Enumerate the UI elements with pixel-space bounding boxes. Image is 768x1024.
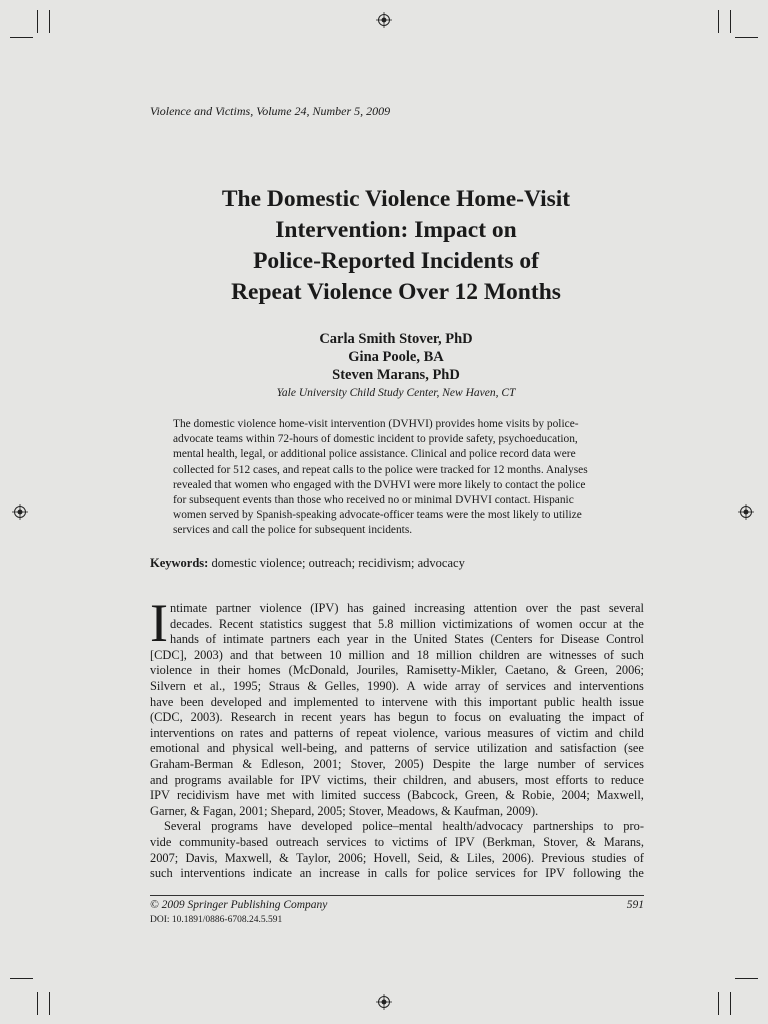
body-line bbox=[150, 679, 644, 695]
word: in bbox=[283, 710, 294, 725]
word: decades. bbox=[170, 616, 213, 631]
author-list bbox=[140, 330, 652, 384]
word: and bbox=[230, 647, 248, 662]
abstract-line: The domestic violence home-visit intervention (DVHVI) provides home visits by police- bbox=[173, 418, 579, 430]
word: and bbox=[268, 694, 287, 709]
body-line bbox=[150, 773, 644, 789]
word: and bbox=[453, 772, 472, 787]
word: to bbox=[603, 819, 614, 834]
word: 1990). bbox=[367, 678, 400, 693]
word: 5.8 bbox=[378, 616, 394, 631]
word: following bbox=[572, 866, 621, 881]
word: 2005) bbox=[394, 756, 424, 771]
word: of bbox=[416, 741, 428, 756]
word: satisfaction bbox=[560, 741, 617, 756]
word: and bbox=[269, 725, 288, 740]
word: efforts bbox=[555, 772, 588, 787]
word: at bbox=[613, 616, 623, 631]
word: that bbox=[255, 647, 274, 662]
word: hands bbox=[170, 632, 199, 647]
word: recent bbox=[301, 710, 332, 725]
abstract-line: women served by Spanish-speaking advocate-officer teams were the most likely to utilize bbox=[173, 509, 582, 522]
drop-cap: I bbox=[150, 593, 168, 653]
word: partners bbox=[270, 632, 311, 647]
crop-mark bbox=[10, 978, 33, 979]
word: Green, bbox=[464, 788, 499, 803]
keywords-label: Keywords: bbox=[150, 556, 209, 570]
word: over bbox=[525, 601, 548, 615]
word: physical bbox=[232, 741, 274, 756]
word: emotional bbox=[150, 741, 200, 756]
word: the bbox=[568, 710, 584, 725]
body-line bbox=[150, 601, 644, 617]
word: attention bbox=[473, 601, 518, 615]
word: children, bbox=[402, 772, 447, 787]
crop-mark bbox=[10, 37, 33, 38]
body-line bbox=[150, 741, 644, 757]
word: calls bbox=[384, 866, 408, 881]
word: the bbox=[628, 866, 644, 881]
word: and bbox=[150, 772, 168, 787]
word: number bbox=[537, 756, 576, 771]
body-line bbox=[150, 788, 644, 804]
word: year bbox=[346, 632, 369, 647]
word: of bbox=[339, 725, 350, 740]
word: States bbox=[454, 632, 484, 647]
word: occur bbox=[579, 616, 607, 631]
word: Gelles, bbox=[324, 678, 360, 693]
word: have bbox=[236, 788, 260, 803]
crop-mark bbox=[49, 992, 50, 1015]
word: IPV bbox=[545, 866, 566, 881]
word: partner bbox=[215, 601, 251, 615]
word: of bbox=[603, 647, 615, 662]
title-line: Police-Reported Incidents of bbox=[253, 248, 539, 274]
body-line bbox=[150, 835, 644, 851]
word: Research bbox=[230, 710, 276, 725]
word: ntimate bbox=[170, 601, 208, 615]
title-line: The Domestic Violence Home-Visit bbox=[221, 186, 571, 212]
word: [CDC], bbox=[150, 647, 187, 662]
word: for bbox=[539, 632, 554, 647]
word: homes bbox=[248, 663, 281, 678]
word: outreach bbox=[276, 834, 319, 849]
word: interventions bbox=[579, 678, 644, 693]
word: A bbox=[406, 678, 416, 693]
word: 2006; bbox=[338, 850, 367, 865]
abstract-line: advocate teams within 72-hours of domestic incident to provide safety, psychoeducation, bbox=[173, 433, 578, 446]
abstract bbox=[173, 417, 621, 539]
word: Maxwell, bbox=[224, 850, 272, 865]
word: in bbox=[367, 866, 378, 881]
crop-mark bbox=[730, 992, 731, 1015]
word: violence bbox=[259, 601, 302, 615]
word: Green, bbox=[574, 663, 608, 678]
word: service bbox=[434, 741, 470, 756]
word: health/advocacy bbox=[442, 819, 524, 834]
word: programs bbox=[174, 772, 222, 787]
word: and bbox=[553, 678, 572, 693]
word: (McDonald, bbox=[288, 663, 349, 678]
crop-mark bbox=[735, 37, 758, 38]
word: services bbox=[506, 678, 546, 693]
word: (Berkman, bbox=[482, 834, 536, 849]
word: in bbox=[374, 632, 385, 647]
word: has bbox=[373, 710, 391, 725]
word: the bbox=[628, 616, 644, 631]
body-line bbox=[150, 648, 644, 664]
word: on bbox=[488, 710, 502, 725]
word: and bbox=[391, 647, 410, 662]
registration-mark-icon bbox=[738, 504, 754, 520]
copyright: © 2009 Springer Publishing Company bbox=[150, 899, 328, 911]
word: with bbox=[434, 694, 457, 709]
word: an bbox=[299, 866, 312, 881]
word: for bbox=[279, 772, 294, 787]
word: this bbox=[463, 694, 482, 709]
word: & bbox=[450, 850, 460, 865]
word: partnerships bbox=[533, 819, 594, 834]
word: developed bbox=[210, 694, 262, 709]
word: 18 bbox=[416, 647, 429, 662]
word: to bbox=[594, 772, 605, 787]
author: Gina Poole, BA bbox=[348, 349, 444, 365]
word: Edleson, bbox=[261, 756, 305, 771]
word: Stover, bbox=[543, 834, 579, 849]
word: developed bbox=[301, 819, 353, 834]
word: have bbox=[150, 694, 174, 709]
word: women bbox=[536, 616, 573, 631]
word: victimizations bbox=[442, 616, 513, 631]
word: (Babcock, bbox=[407, 788, 458, 803]
word: 2006). bbox=[502, 850, 535, 865]
abstract-line: services and call the police for subsequent incidents. bbox=[173, 524, 413, 537]
crop-mark bbox=[718, 10, 719, 33]
abstract-line: revealed that women who engaged with the DVHVI were more likely to contact the police bbox=[173, 478, 586, 491]
word: has bbox=[347, 601, 364, 615]
word: 2001; bbox=[313, 756, 342, 771]
word: of bbox=[633, 850, 644, 865]
body-line bbox=[150, 617, 644, 633]
body-line bbox=[150, 866, 644, 882]
word: of bbox=[539, 725, 551, 740]
author: Carla Smith Stover, PhD bbox=[319, 331, 473, 347]
word: available bbox=[228, 772, 273, 787]
word: Stover, bbox=[350, 756, 386, 771]
word: 2007; bbox=[150, 850, 179, 865]
word: been bbox=[180, 694, 204, 709]
word: Jouriles, bbox=[356, 663, 399, 678]
word: large bbox=[503, 756, 529, 771]
word: to bbox=[436, 710, 447, 725]
word: million bbox=[348, 647, 385, 662]
word: important bbox=[488, 694, 537, 709]
word: violence bbox=[150, 663, 192, 678]
word: of bbox=[633, 710, 644, 725]
word: and bbox=[594, 725, 613, 740]
word: between bbox=[280, 647, 323, 662]
word: implemented bbox=[293, 694, 359, 709]
abstract-line: for subsequent events than those who received no or minimal DVHVI contact. Hispanic bbox=[173, 494, 574, 507]
word: interventions bbox=[150, 725, 215, 740]
abstract-line: mental health, legal, or additional police assistance. Clinical and police record data were bbox=[173, 448, 576, 461]
word: measures bbox=[487, 725, 534, 740]
word: the bbox=[391, 632, 407, 647]
word: are bbox=[526, 647, 542, 662]
word: services bbox=[475, 866, 516, 881]
word: to bbox=[365, 694, 375, 709]
word: (IPV) bbox=[310, 601, 339, 615]
word: begun bbox=[398, 710, 429, 725]
journal-line: Violence and Victims, Volume 24, Number 5, 2009 bbox=[150, 104, 391, 118]
word: with bbox=[292, 788, 315, 803]
word: past bbox=[580, 601, 601, 615]
word: million bbox=[400, 616, 436, 631]
word: and bbox=[534, 741, 553, 756]
word: recidivism bbox=[176, 788, 230, 803]
affiliation: Yale University Child Study Center, New Haven, CT bbox=[276, 387, 516, 399]
word: evaluating bbox=[509, 710, 561, 725]
word: Ramisetty-Mikler, bbox=[406, 663, 498, 678]
word: for bbox=[415, 866, 430, 881]
word: to bbox=[374, 834, 385, 849]
word: intervene bbox=[381, 694, 428, 709]
word: Disease bbox=[560, 632, 600, 647]
word: et bbox=[193, 678, 203, 693]
word: array bbox=[454, 678, 481, 693]
paper-title bbox=[140, 184, 652, 308]
word: increasing bbox=[414, 601, 465, 615]
body-text bbox=[150, 601, 644, 882]
word: issue bbox=[619, 694, 644, 709]
word: al., bbox=[210, 678, 226, 693]
body-line bbox=[150, 632, 644, 648]
word: 2006; bbox=[615, 663, 644, 678]
word: 2003) bbox=[193, 647, 223, 662]
word: Caetano, bbox=[505, 663, 549, 678]
title-line: Repeat Violence Over 12 Months bbox=[231, 279, 561, 305]
word: that bbox=[352, 616, 372, 631]
word: Recent bbox=[218, 616, 254, 631]
word: & bbox=[279, 850, 289, 865]
word: their bbox=[217, 663, 241, 678]
doi: DOI: 10.1891/0886-6708.24.5.591 bbox=[150, 915, 283, 925]
word: reduce bbox=[610, 772, 644, 787]
word: Robie, bbox=[521, 788, 555, 803]
word: health bbox=[581, 694, 613, 709]
word: services bbox=[603, 756, 644, 771]
word: indicate bbox=[252, 866, 293, 881]
word: of bbox=[205, 632, 217, 647]
word: vide bbox=[150, 834, 172, 849]
word: in bbox=[199, 663, 210, 678]
word: suggest bbox=[309, 616, 347, 631]
word: children bbox=[479, 647, 520, 662]
word: interventions bbox=[180, 866, 246, 881]
word: studies bbox=[591, 850, 627, 865]
keywords-text: domestic violence; outreach; recidivism; advocacy bbox=[211, 556, 465, 570]
abstract-line: collected for 512 cases, and repeat calls to the police were tracked for 12 months. Analyses bbox=[173, 463, 588, 476]
word: abusers, bbox=[477, 772, 519, 787]
word: Liles, bbox=[466, 850, 495, 865]
crop-mark bbox=[49, 10, 50, 33]
word: 2004; bbox=[561, 788, 590, 803]
word: such bbox=[150, 866, 173, 881]
word: gained bbox=[372, 601, 406, 615]
word: IPV bbox=[150, 788, 170, 803]
word: programs bbox=[211, 819, 258, 834]
word: Straus bbox=[268, 678, 300, 693]
word: limited bbox=[321, 788, 357, 803]
registration-mark-icon bbox=[376, 994, 392, 1010]
word: Several bbox=[164, 819, 202, 834]
word: well-being, bbox=[281, 741, 338, 756]
word: community-based bbox=[179, 834, 269, 849]
body-line bbox=[150, 757, 644, 773]
crop-mark bbox=[37, 992, 38, 1015]
word: (CDC, bbox=[150, 710, 183, 725]
word: statistics bbox=[259, 616, 303, 631]
word: Graham-Berman bbox=[150, 756, 234, 771]
author: Steven Marans, PhD bbox=[332, 367, 460, 383]
word: IPV bbox=[300, 772, 321, 787]
word: on bbox=[221, 725, 234, 740]
crop-mark bbox=[718, 992, 719, 1015]
crop-mark bbox=[730, 10, 731, 33]
word: 2003). bbox=[190, 710, 223, 725]
word: witnesses bbox=[549, 647, 597, 662]
word: & bbox=[556, 663, 567, 678]
word: of bbox=[488, 678, 499, 693]
word: & bbox=[307, 678, 317, 693]
word: for bbox=[522, 866, 538, 881]
keywords bbox=[150, 556, 465, 571]
word: focus bbox=[454, 710, 481, 725]
word: repeat bbox=[356, 725, 387, 740]
word: & bbox=[505, 788, 515, 803]
body-line bbox=[150, 819, 644, 835]
word: the bbox=[556, 601, 572, 615]
word: Seid, bbox=[417, 850, 443, 865]
registration-mark-icon bbox=[376, 12, 392, 28]
word: increase bbox=[319, 866, 360, 881]
word: million bbox=[436, 647, 472, 662]
word: 10 bbox=[329, 647, 342, 662]
word: pro- bbox=[623, 819, 644, 834]
word: the bbox=[479, 756, 495, 771]
word: intimate bbox=[222, 632, 264, 647]
body-line bbox=[150, 710, 644, 726]
word: Silvern bbox=[150, 678, 186, 693]
word: each bbox=[317, 632, 340, 647]
word: patterns bbox=[294, 725, 334, 740]
word: of bbox=[584, 756, 595, 771]
word: Hovell, bbox=[373, 850, 411, 865]
word: and bbox=[344, 741, 363, 756]
word: and bbox=[207, 741, 225, 756]
word: Davis, bbox=[185, 850, 218, 865]
word: victims bbox=[392, 834, 429, 849]
footer-rule bbox=[150, 895, 644, 896]
page-number: 591 bbox=[626, 899, 644, 911]
word: IPV bbox=[454, 834, 475, 849]
title-line: Intervention: Impact on bbox=[275, 217, 517, 243]
word: such bbox=[621, 647, 644, 662]
word: their bbox=[373, 772, 397, 787]
word: wide bbox=[423, 678, 448, 693]
word: Maxwell, bbox=[596, 788, 644, 803]
word: various bbox=[444, 725, 482, 740]
word: Control bbox=[606, 632, 644, 647]
word: success bbox=[363, 788, 401, 803]
word: Previous bbox=[541, 850, 585, 865]
crop-mark bbox=[735, 978, 758, 979]
word: victims, bbox=[327, 772, 367, 787]
word: of bbox=[519, 616, 530, 631]
word: utilization bbox=[477, 741, 528, 756]
body-line bbox=[150, 663, 644, 679]
word: police bbox=[437, 866, 468, 881]
word: (Centers bbox=[490, 632, 533, 647]
word: & bbox=[586, 834, 596, 849]
body-line bbox=[150, 695, 644, 711]
word: impact bbox=[591, 710, 626, 725]
word: public bbox=[543, 694, 575, 709]
word: (see bbox=[623, 741, 644, 756]
word: services bbox=[326, 834, 367, 849]
word: Taylor, bbox=[296, 850, 331, 865]
body-line bbox=[150, 726, 644, 742]
word: met bbox=[266, 788, 286, 803]
crop-mark bbox=[37, 10, 38, 33]
body-line bbox=[150, 851, 644, 867]
word: have bbox=[268, 819, 292, 834]
word: 1995; bbox=[232, 678, 262, 693]
word: patterns bbox=[370, 741, 410, 756]
body-line: Garner, & Fagan, 2001; Shepard, 2005; Stover, Meadows, & Kaufman, 2009). bbox=[150, 803, 539, 818]
word: years bbox=[339, 710, 366, 725]
word: most bbox=[524, 772, 549, 787]
word: Marans, bbox=[603, 834, 644, 849]
word: rates bbox=[239, 725, 264, 740]
word: several bbox=[608, 601, 644, 615]
word: United bbox=[413, 632, 448, 647]
word: & bbox=[242, 756, 253, 771]
word: Despite bbox=[432, 756, 471, 771]
word: police–mental bbox=[362, 819, 433, 834]
registration-mark-icon bbox=[12, 504, 28, 520]
word: victim bbox=[556, 725, 589, 740]
word: of bbox=[436, 834, 447, 849]
word: violence, bbox=[393, 725, 439, 740]
word: child bbox=[619, 725, 644, 740]
